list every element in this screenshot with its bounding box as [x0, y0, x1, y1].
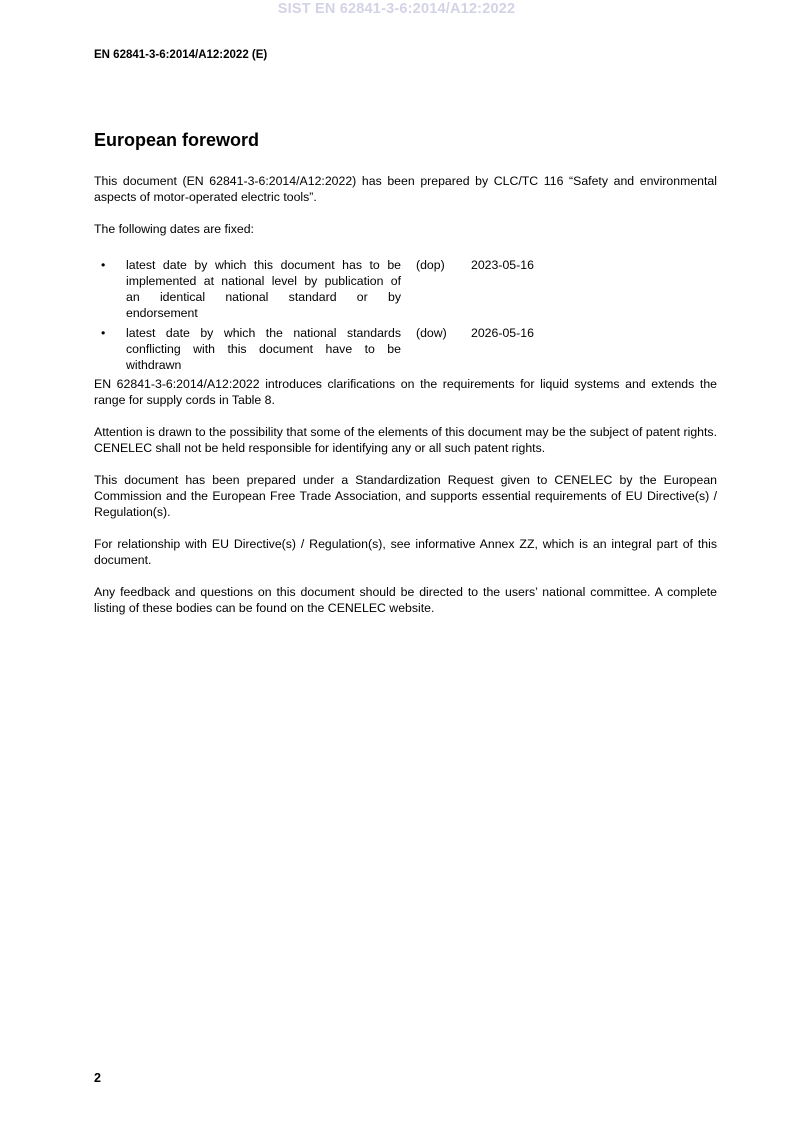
description-line: latest date by which the national standards — [126, 326, 401, 340]
patent-paragraph: Attention is drawn to the possibility that some of the elements of this document may be the subject of patent rights. CENELEC shall not be held responsible for identifying any or all such patent rights. — [94, 425, 717, 455]
date-code: (dow) — [416, 326, 447, 340]
relationship-paragraph: For relationship with EU Directive(s) / Regulation(s), see informative Annex ZZ, which is an integral part of this document. — [94, 537, 717, 567]
description-line: an identical national standard or by — [126, 290, 401, 304]
description-line: implemented at national level by publication of — [126, 274, 401, 288]
description-line: conflicting with this document have to be — [126, 342, 401, 356]
date-code: (dop) — [416, 258, 445, 272]
dates-intro-paragraph: The following dates are fixed: — [94, 222, 254, 236]
description-line: withdrawn — [126, 358, 182, 372]
watermark: SIST EN 62841-3-6:2014/A12:2022 — [277, 1, 516, 17]
description-line: endorsement — [126, 306, 198, 320]
document-id-header: EN 62841-3-6:2014/A12:2022 (E) — [94, 49, 268, 61]
page-number: 2 — [94, 1071, 101, 1085]
description-line: latest date by which this document has to be — [126, 258, 401, 272]
feedback-paragraph: Any feedback and questions on this document should be directed to the users’ national committee. A complete listing of these bodies can be found on the CENELEC website. — [94, 585, 717, 615]
date-row-description — [126, 257, 401, 321]
intro-paragraph: This document (EN 62841-3-6:2014/A12:2022) has been prepared by CLC/TC 116 “Safety and environmental aspects of motor-operated electric tools”. — [94, 174, 717, 204]
clarifications-paragraph: EN 62841-3-6:2014/A12:2022 introduces clarifications on the requirements for liquid systems and extends the range for supply cords in Table 8. — [94, 377, 717, 407]
standardization-paragraph: This document has been prepared under a Standardization Request given to CENELEC by the European Commission and the European Free Trade Association, and supports essential requirements of EU Directive(s) / Regulation(s). — [94, 473, 717, 519]
bullet: • — [101, 258, 106, 272]
date-value: 2026-05-16 — [471, 326, 534, 340]
section-title: European foreword — [94, 130, 260, 150]
date-value: 2023-05-16 — [471, 258, 534, 272]
bullet: • — [101, 326, 106, 340]
date-row-description — [126, 325, 401, 373]
